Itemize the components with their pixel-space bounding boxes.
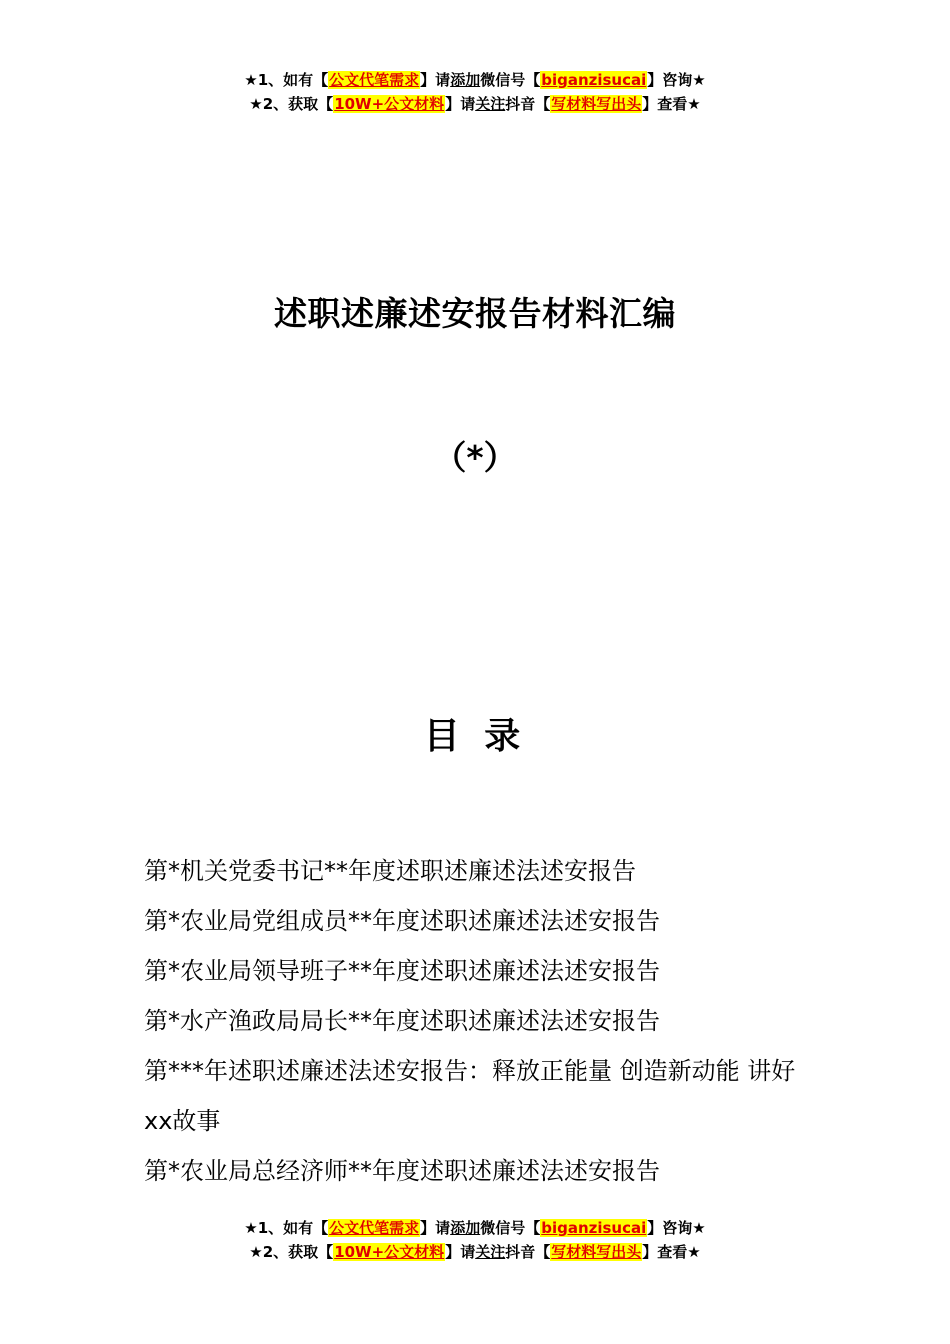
document-subtitle: （*） (433, 438, 517, 477)
banner-highlight-service: 公文代笔需求 (329, 71, 420, 89)
banner-line-2-prefix: ★2、获取【 (249, 1243, 334, 1261)
banner-line-2 (0, 1240, 950, 1264)
banner-line-1 (0, 68, 950, 92)
bottom-banner (0, 1216, 950, 1264)
banner-underline-add: 添加 (450, 71, 481, 89)
banner-line-2 (0, 92, 950, 116)
top-banner (0, 68, 950, 116)
banner-underline-follow: 关注 (475, 1243, 506, 1261)
banner-line-1 (0, 1216, 950, 1240)
banner-line-1-mid1: 】请 (420, 71, 451, 89)
banner-line-2-prefix: ★2、获取【 (249, 95, 334, 113)
banner-highlight-wechat-id: biganzisucai (541, 1219, 647, 1237)
banner-underline-add: 添加 (450, 1219, 481, 1237)
banner-line-1-prefix: ★1、如有【 (244, 1219, 329, 1237)
toc-item[interactable]: 第***年述职述廉述法述安报告：释放正能量 创造新动能 讲好xx故事 (144, 1057, 796, 1135)
banner-highlight-materials: 10W+公文材料 (334, 1243, 445, 1261)
toc-item[interactable]: 第*机关党委书记**年度述职述廉述法述安报告 (144, 857, 636, 885)
banner-line-2-mid1: 】请 (445, 1243, 476, 1261)
banner-highlight-service: 公文代笔需求 (329, 1219, 420, 1237)
banner-line-2-suffix: 】查看★ (642, 1243, 701, 1261)
banner-highlight-wechat-id: biganzisucai (541, 71, 647, 89)
toc-heading: 目 录 (423, 716, 527, 757)
toc-item[interactable]: 第*水产渔政局局长**年度述职述廉述法述安报告 (144, 1007, 660, 1035)
banner-line-2-mid2: 抖音【 (505, 95, 551, 113)
banner-underline-follow: 关注 (475, 95, 506, 113)
document-title: 述职述廉述安报告材料汇编 (274, 294, 676, 333)
banner-highlight-douyin-id: 写材料写出头 (551, 1243, 642, 1261)
banner-line-1-suffix: 】咨询★ (647, 1219, 706, 1237)
toc-list (144, 846, 814, 1196)
banner-line-1-prefix: ★1、如有【 (244, 71, 329, 89)
banner-line-2-suffix: 】查看★ (642, 95, 701, 113)
banner-line-1-mid1: 】请 (420, 1219, 451, 1237)
toc-item[interactable]: 第*农业局总经济师**年度述职述廉述法述安报告 (144, 1157, 660, 1185)
toc-item[interactable]: 第*农业局党组成员**年度述职述廉述法述安报告 (144, 907, 660, 935)
banner-highlight-materials: 10W+公文材料 (334, 95, 445, 113)
toc-item[interactable]: 第*农业局领导班子**年度述职述廉述法述安报告 (144, 957, 660, 985)
banner-highlight-douyin-id: 写材料写出头 (551, 95, 642, 113)
banner-line-1-mid2: 微信号【 (480, 71, 541, 89)
banner-line-2-mid2: 抖音【 (505, 1243, 551, 1261)
banner-line-1-suffix: 】咨询★ (647, 71, 706, 89)
banner-line-1-mid2: 微信号【 (480, 1219, 541, 1237)
banner-line-2-mid1: 】请 (445, 95, 476, 113)
